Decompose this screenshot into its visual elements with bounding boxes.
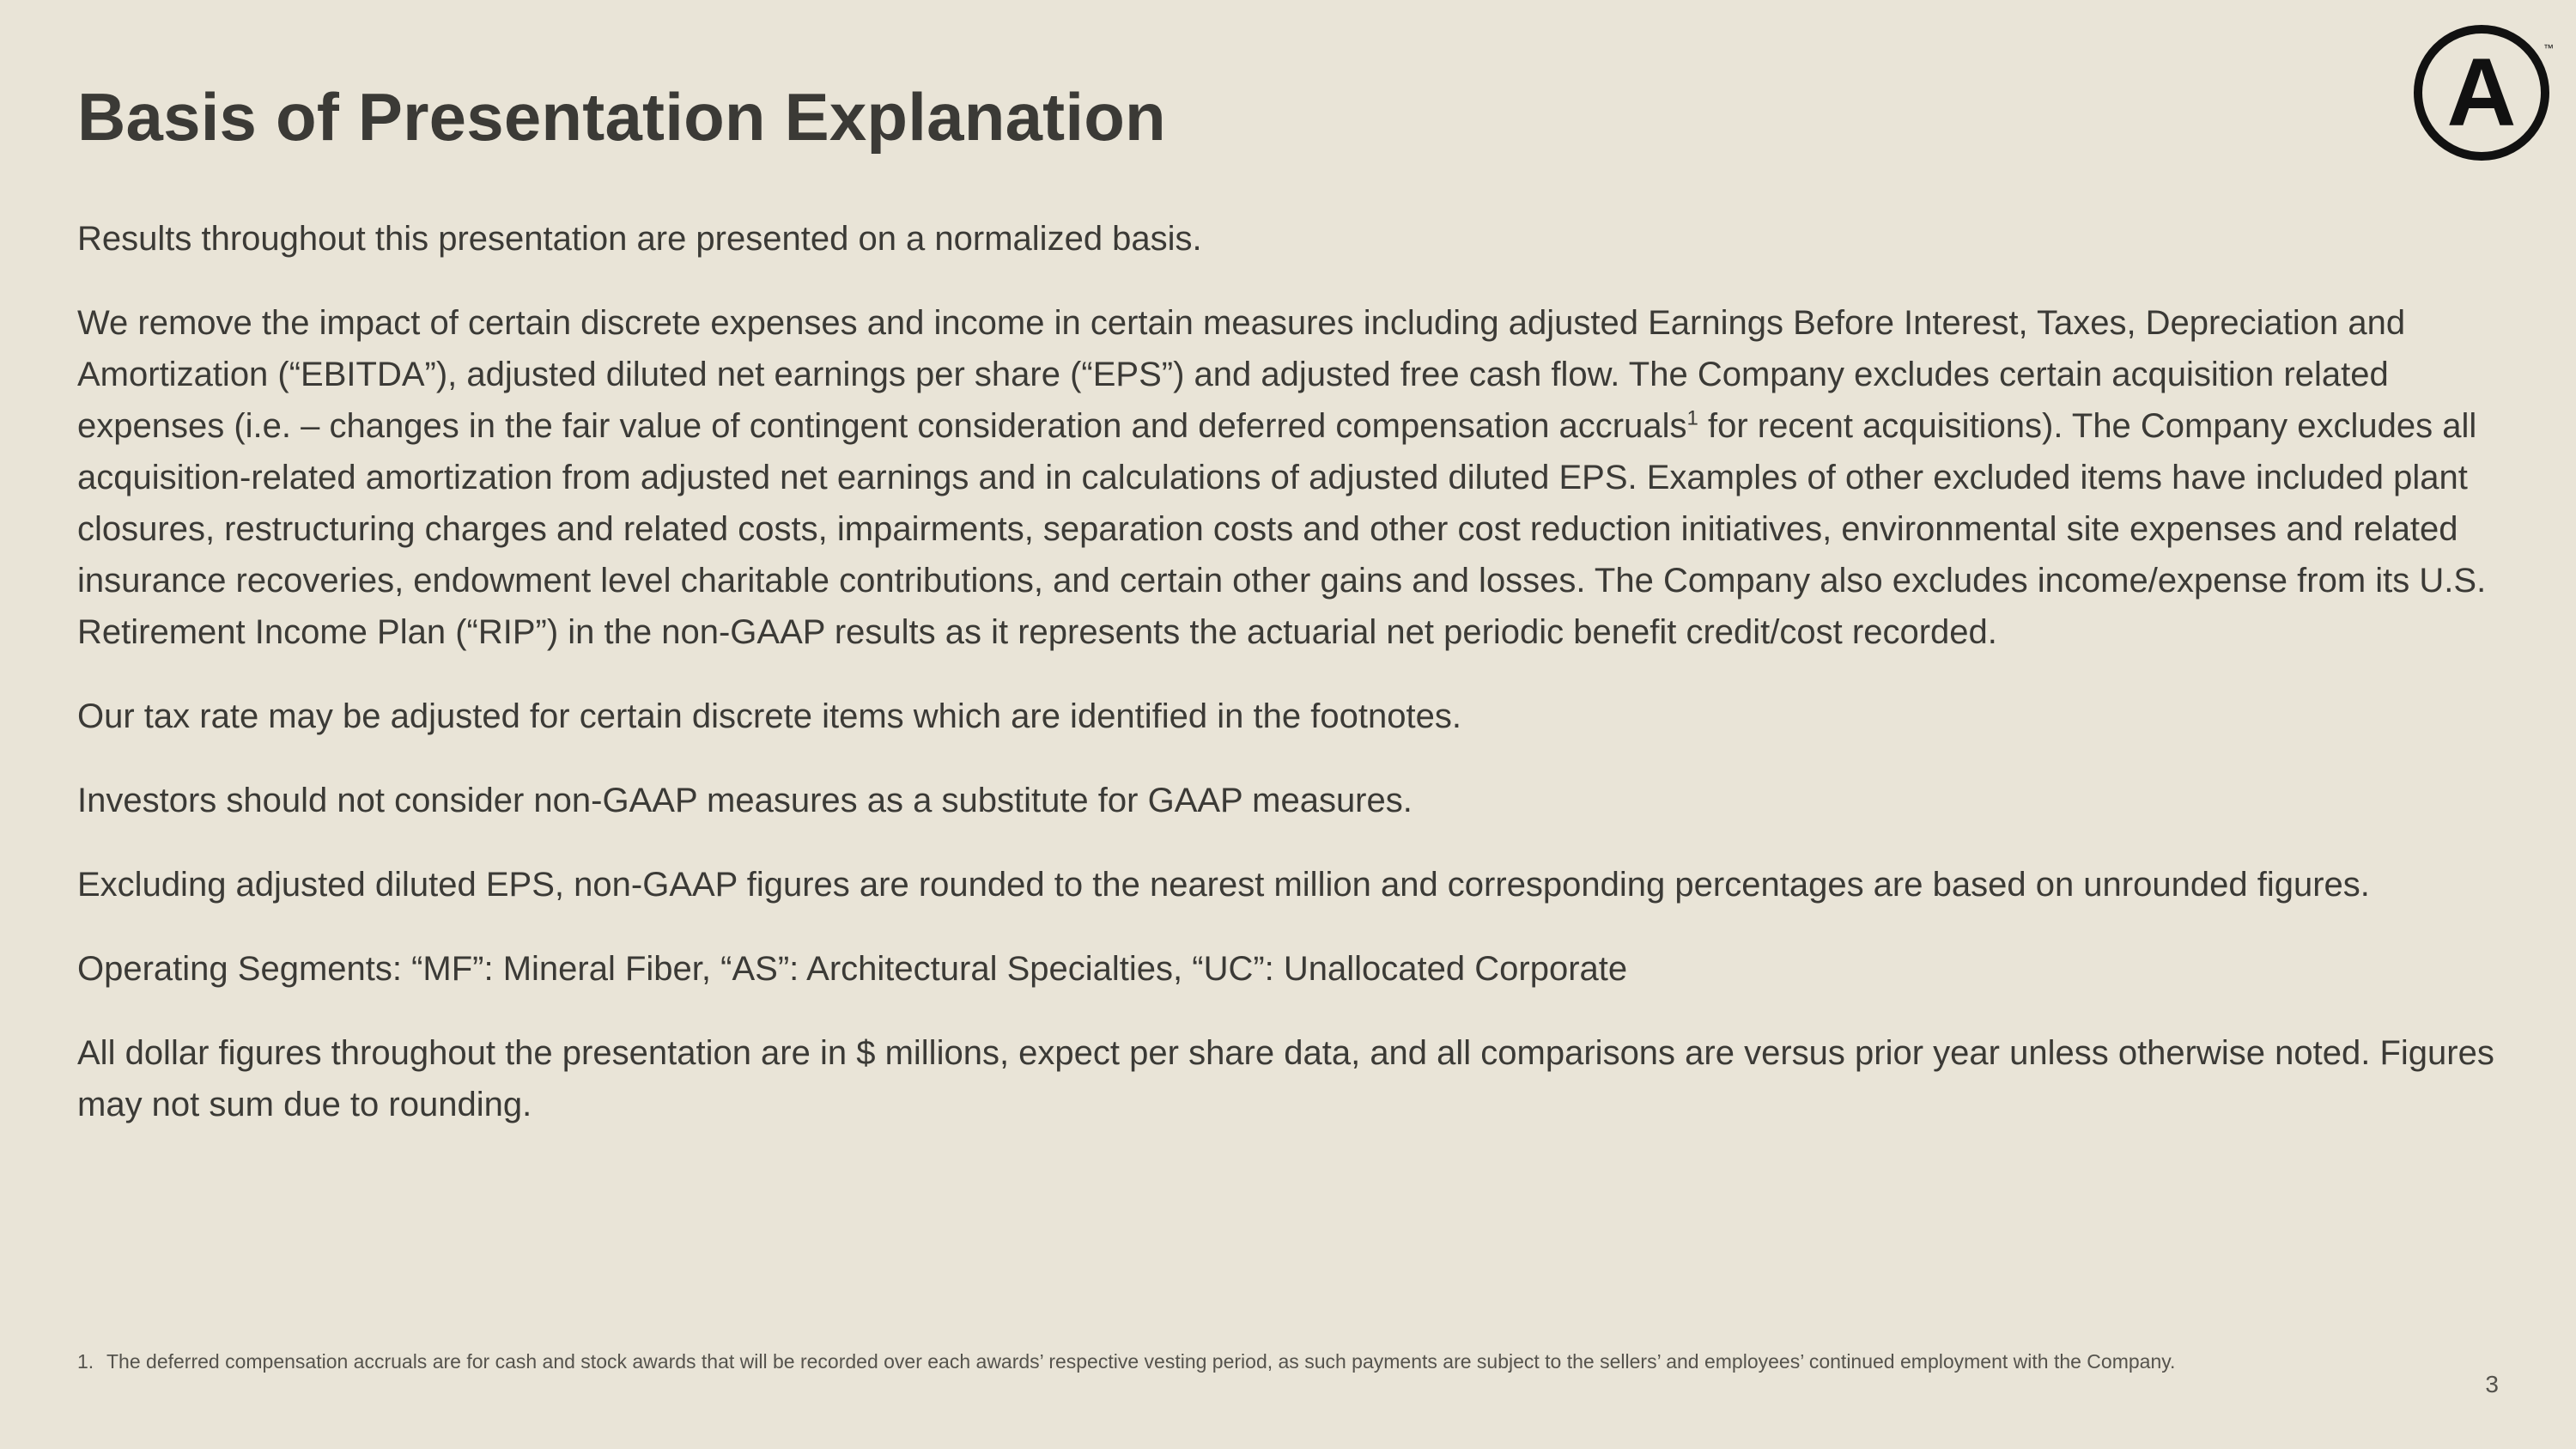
paragraph-tax-rate: Our tax rate may be adjusted for certain discrete items which are identified in the footnotes. xyxy=(77,697,1461,735)
armstrong-a-logo-icon xyxy=(2413,21,2554,161)
paragraph-adjustments-part-1: We remove the impact of certain discrete expenses and income in certain measures including adjusted Earnings Before Interest, Taxes, Depreciation and Amortization (“EBITDA”), adjusted diluted net earnings per share (“EPS”) and adjusted free cash flow. The Company excludes certain acquisition related expenses (i.e. – changes in the fair value of contingent consideration and deferred compensation accruals xyxy=(77,304,2406,445)
page-title: Basis of Presentation Explanation xyxy=(77,79,1166,155)
paragraph-operating-segments: Operating Segments: “MF”: Mineral Fiber, “AS”: Architectural Specialties, “UC”: Unallocated Corporate xyxy=(77,950,1628,988)
logo-trademark: ™ xyxy=(2543,42,2554,54)
footnote-text: The deferred compensation accruals are for cash and stock awards that will be recorded over each awards’ respective vesting period, as such payments are subject to the sellers’ and employees’ continued employment with the Company. xyxy=(106,1350,2176,1373)
body-text xyxy=(77,213,2542,1163)
footnote-reference: 1 xyxy=(1686,406,1698,430)
logo-mark: A xyxy=(2446,39,2517,146)
paragraph-dollar-figures: All dollar figures throughout the presentation are in $ millions, expect per share data, and all comparisons are versus prior year unless otherwise noted. Figures may not sum due to rounding. xyxy=(77,1034,2494,1123)
paragraph-adjustments-part-2: for recent acquisitions). The Company excludes all acquisition-related amortization from adjusted net earnings and in calculations of adjusted diluted EPS. Examples of other excluded items have included plant closures, restructuring charges and related costs, impairments, separation costs and other cost reduction initiatives, environmental site expenses and related insurance recoveries, endowment level charitable contributions, and certain other gains and losses. The Company also excludes income/expense from its U.S. Retirement Income Plan (“RIP”) in the non-GAAP results as it represents the actuarial net periodic benefit credit/cost recorded. xyxy=(77,407,2487,651)
paragraph-rounding: Excluding adjusted diluted EPS, non-GAAP figures are rounded to the nearest million and corresponding percentages are based on unrounded figures. xyxy=(77,866,2370,904)
footnote-number: 1. xyxy=(77,1350,94,1373)
paragraph-adjustments xyxy=(77,297,2542,658)
footnote xyxy=(77,1347,2224,1377)
paragraph-non-gaap: Investors should not consider non-GAAP measures as a substitute for GAAP measures. xyxy=(77,782,1413,819)
page-number: 3 xyxy=(2485,1371,2499,1397)
paragraph-normalized-basis: Results throughout this presentation are presented on a normalized basis. xyxy=(77,220,1202,258)
